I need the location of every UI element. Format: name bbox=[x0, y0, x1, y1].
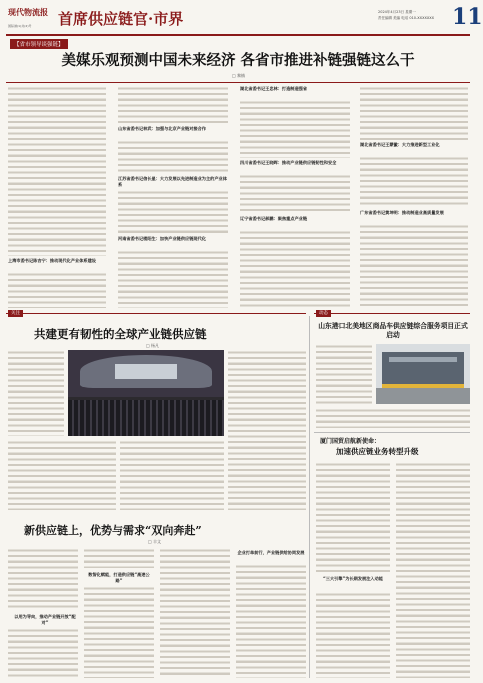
section-tag-right: 动态 bbox=[316, 310, 331, 317]
subhead: 山东省委书记林武：加强与北京产业链对接合作 bbox=[118, 126, 206, 131]
editor-line: 责任编辑 美编 电话 010-XXXXXXX bbox=[378, 16, 435, 20]
subhead: 四川省委书记王晓晖：推动产业链供应链韧性和安全 bbox=[240, 160, 337, 165]
subhead: 江苏省委书记信长星：大力发展以先进制造业为主的产业体系 bbox=[118, 176, 227, 187]
page-number: 11 bbox=[452, 4, 483, 30]
body-text bbox=[316, 344, 372, 404]
main-byline: □ 黎楠 bbox=[232, 73, 246, 78]
body-text bbox=[118, 190, 228, 234]
body-text bbox=[84, 548, 154, 568]
body-text bbox=[228, 350, 306, 510]
story-byline: □ 丰文 bbox=[148, 539, 162, 544]
logo: 现代物流报 bbox=[8, 7, 48, 17]
conference-photo bbox=[68, 350, 224, 436]
body-text bbox=[360, 224, 468, 308]
body-text bbox=[8, 440, 116, 510]
story-headline: 厦门国贸启航新使命： bbox=[320, 438, 381, 445]
body-text bbox=[8, 628, 78, 678]
body-text bbox=[84, 586, 154, 678]
crane bbox=[389, 357, 457, 362]
body-text bbox=[240, 100, 350, 158]
masthead bbox=[6, 4, 483, 36]
story-headline: 加速供应链业务转型升级 bbox=[336, 447, 419, 456]
screen bbox=[115, 364, 177, 379]
body-text bbox=[8, 548, 78, 608]
body-text bbox=[240, 174, 350, 214]
date-line bbox=[378, 9, 450, 21]
body-text bbox=[8, 350, 64, 436]
body-text bbox=[118, 250, 228, 308]
column-divider bbox=[309, 316, 310, 678]
section-title: 首席供应链官·市界 bbox=[58, 10, 184, 28]
body-text bbox=[118, 140, 228, 174]
column-tag: 【省市领导谈强链】 bbox=[10, 39, 68, 49]
body-text bbox=[316, 592, 390, 678]
story-headline: 新供应链上，优势与需求“双向奔赴” bbox=[24, 524, 202, 537]
subhead: 河南省委书记楼阳生：加快产业链供应链现代化 bbox=[118, 236, 206, 241]
subhead: 数智化赋能，打造供应链“高速公路” bbox=[88, 572, 150, 583]
body-text bbox=[360, 86, 468, 140]
story-byline: □ 杨凡 bbox=[146, 343, 160, 348]
body-text bbox=[240, 230, 350, 308]
subhead: 湖北省委书记王蒙徽：大力推进新型工业化 bbox=[360, 142, 440, 147]
date: 2024年4月23日 星期一 bbox=[378, 10, 416, 14]
body-text bbox=[8, 86, 106, 256]
body-text bbox=[120, 440, 224, 510]
story-headline: 共建更有韧性的全球产业链供应链 bbox=[34, 327, 207, 341]
logo-sub: 国际港(1)共(2)号 bbox=[8, 24, 32, 28]
shipping-photo bbox=[376, 344, 470, 404]
body-text bbox=[316, 408, 470, 428]
subhead: 广东省委书记黄坤明：推动制造业高质量发展 bbox=[360, 210, 444, 215]
story-headline: 山东港口北美地区商品车供应链综合服务项目正式启动 bbox=[318, 322, 468, 339]
body-text bbox=[236, 564, 306, 678]
divider bbox=[6, 82, 470, 83]
dock bbox=[376, 388, 470, 404]
body-text bbox=[118, 86, 228, 124]
subhead: 上海市委书记陈吉宁：推动现代化产业体系建设 bbox=[8, 258, 96, 263]
main-headline: 美媒乐观预测中国未来经济 各省市推进补链强链这么干 bbox=[61, 52, 415, 69]
body-text bbox=[160, 548, 230, 678]
divider bbox=[314, 432, 470, 433]
body-text bbox=[396, 462, 470, 678]
body-text bbox=[316, 462, 390, 572]
section-tag-left: 关注 bbox=[8, 310, 23, 317]
subhead: 湖北省委书记王忠林：打造制造强省 bbox=[240, 86, 308, 91]
subhead: “三大引擎”为长期发展注入动能 bbox=[323, 576, 383, 581]
subhead: 辽宁省委书记郝鹏：聚焦重点产业链 bbox=[240, 216, 308, 221]
audience bbox=[68, 400, 224, 436]
subhead: 企业打单前行，产业链供给协同发展 bbox=[237, 550, 305, 555]
section-rule bbox=[314, 313, 470, 314]
body-text bbox=[8, 272, 106, 308]
section-rule bbox=[6, 313, 306, 314]
subhead: 以用为导向，推动产业链开放“配对” bbox=[14, 614, 76, 625]
body-text bbox=[360, 156, 468, 208]
